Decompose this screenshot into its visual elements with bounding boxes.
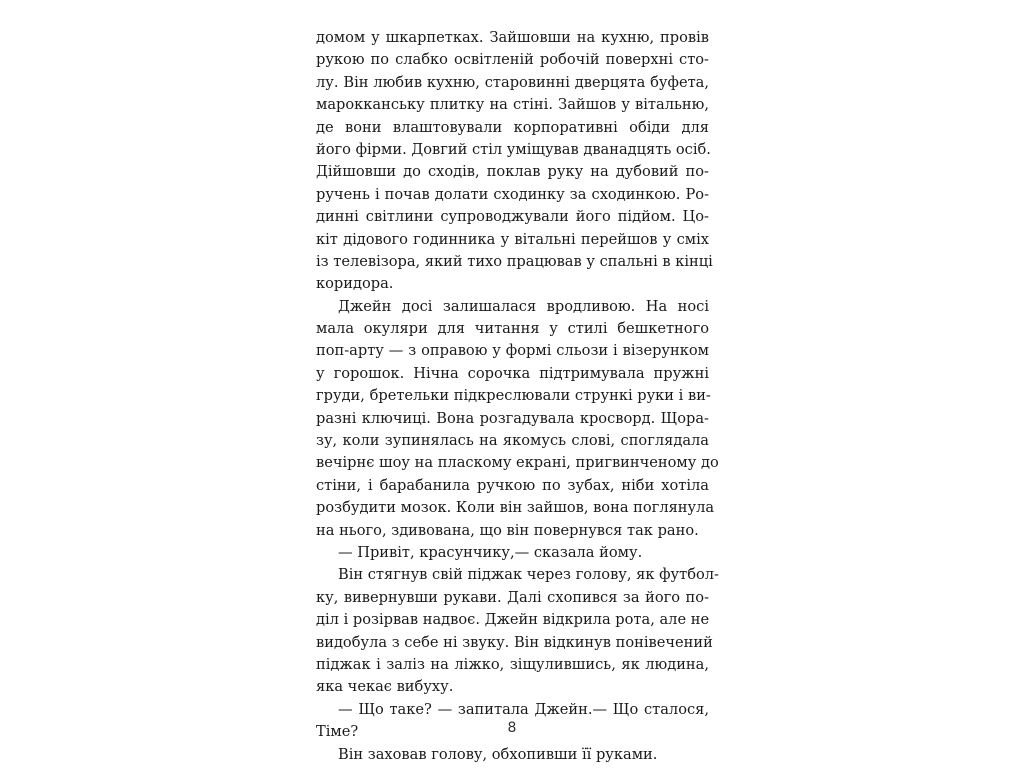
paragraph xyxy=(316,542,709,564)
text-line: де вони влаштовували корпоративні обіди для xyxy=(316,118,709,136)
text-line: на нього, здивована, що він повернувся так рано. xyxy=(316,521,699,539)
text-line: піджак і заліз на ліжко, зіщулившись, як людина, xyxy=(316,655,709,673)
text-line: разні ключиці. Вона розгадувала кросворд. Щора- xyxy=(316,409,709,427)
text-line: у горошок. Нічна сорочка підтримувала пружні xyxy=(316,364,709,382)
text-line: із телевізора, який тихо працював у спальні в кінці xyxy=(316,252,713,270)
body-text xyxy=(316,27,719,766)
text-line: діл і розірвав надвоє. Джейн відкрила рота, але не xyxy=(316,611,710,629)
text-line: Джейн досі залишалася вродливою. На носі xyxy=(338,297,709,315)
text-line: — Привіт, красунчику,— сказала йому. xyxy=(338,543,643,561)
text-line: груди, бретельки підкреслювали стрункі руки і ви- xyxy=(316,387,711,405)
text-line: ку, вивернувши рукави. Далі схопився за його по- xyxy=(316,588,709,606)
text-line: ручень і почав долати сходинку за сходинкою. Ро- xyxy=(316,185,709,203)
text-line: його фірми. Довгий стіл уміщував дванадцять осіб. xyxy=(316,140,711,158)
text-line: видобула з себе ні звуку. Він відкинув понівечений xyxy=(316,633,713,651)
paragraph xyxy=(316,564,719,698)
text-line: домом у шкарпетках. Зайшовши на кухню, провів xyxy=(316,29,709,46)
text-line: яка чекає вибуху. xyxy=(316,678,454,696)
text-line: Він стягнув свій піджак через голову, як футбол- xyxy=(338,566,719,584)
text-line: динні світлини супроводжували його підйом. Цо- xyxy=(316,208,709,226)
text-line: вечірнє шоу на пласкому екрані, пригвинченому до xyxy=(316,454,719,472)
text-line: рукою по слабко освітленій робочій поверхні сто- xyxy=(316,51,709,69)
paragraph xyxy=(316,27,713,296)
text-line: зу, коли зупинялась на якомусь слові, споглядала xyxy=(316,432,709,450)
text-line: розбудити мозок. Коли він зайшов, вона поглянула xyxy=(316,499,715,517)
text-line: мала окуляри для читання у стилі бешкетного xyxy=(316,320,709,338)
page-number: 8 xyxy=(507,720,517,736)
text-line: Він заховав голову, обхопивши її руками. xyxy=(338,745,658,763)
text-line: Дійшовши до сходів, поклав руку на дубовий по- xyxy=(316,163,709,181)
text-line: марокканську плитку на стіні. Зайшов у вітальню, xyxy=(316,96,709,114)
paragraph xyxy=(316,296,719,542)
text-line: кіт дідового годинника у вітальні перейшов у сміх xyxy=(316,230,709,248)
text-line: стіни, і барабанила ручкою по зубах, ніби хотіла xyxy=(316,476,709,494)
text-line: Тіме? xyxy=(316,723,359,741)
text-line: поп-арту — з оправою у формі сльози і візерунком xyxy=(316,342,709,360)
text-line: коридора. xyxy=(316,275,394,293)
text-line: — Що таке? — запитала Джейн.— Що сталося, xyxy=(338,700,709,718)
text-line: лу. Він любив кухню, старовинні дверцята буфета, xyxy=(316,73,709,91)
paragraph xyxy=(316,744,709,766)
